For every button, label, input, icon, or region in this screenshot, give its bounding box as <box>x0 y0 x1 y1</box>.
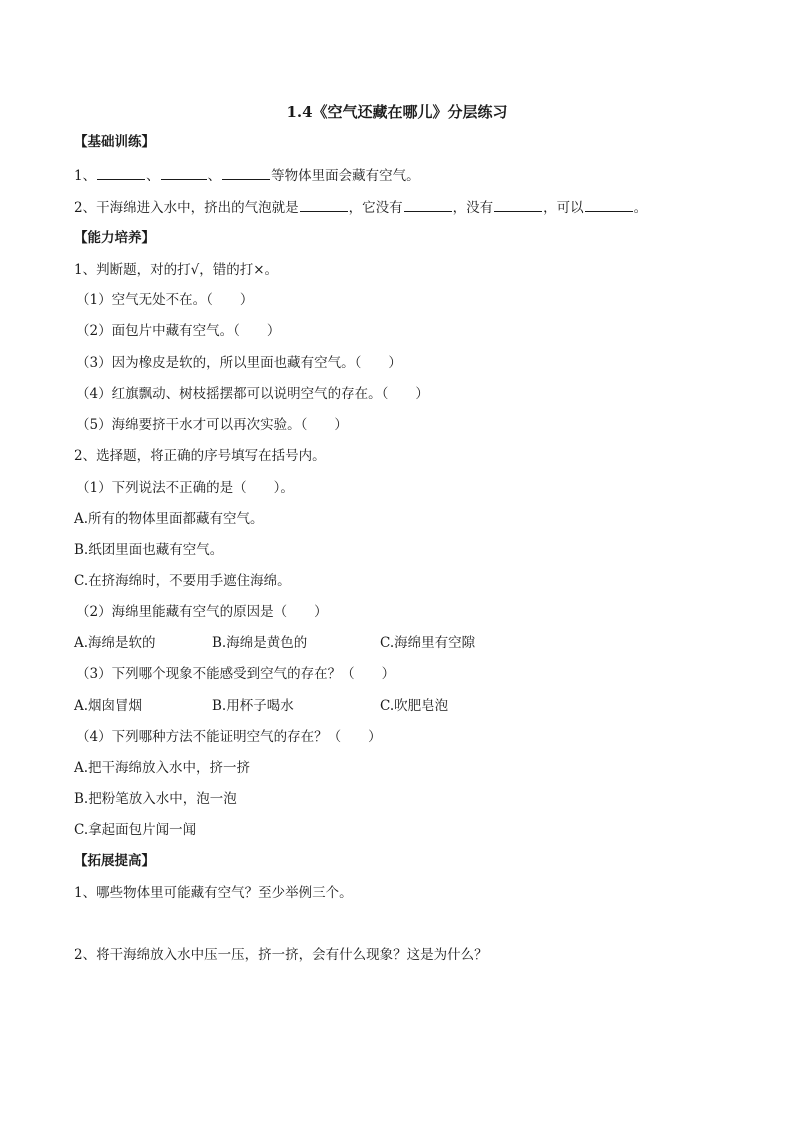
basic-q2-text: ，没有 <box>452 200 494 216</box>
fill-blank[interactable] <box>222 166 270 180</box>
choice-option: B.用杯子喝水 <box>212 698 294 714</box>
basic-q2-text: ，它没有 <box>348 200 403 216</box>
choice-option: C.拿起面包片闻一闻 <box>74 822 197 838</box>
judge-item: （1）空气无处不在。（ ） <box>76 292 254 308</box>
judge-item: （3）因为橡皮是软的，所以里面也藏有空气。（ ） <box>76 355 402 371</box>
choice-option: A.把干海绵放入水中，挤一挤 <box>74 760 251 776</box>
fill-blank[interactable] <box>494 198 542 212</box>
choice-option: B.纸团里面也藏有空气。 <box>74 542 224 558</box>
page-title: 1.4《空气还藏在哪儿》分层练习 <box>286 103 508 121</box>
basic-q2-prefix: 2、干海绵进入水中，挤出的气泡就是 <box>74 200 299 216</box>
choice-option: A.海绵是软的 <box>74 635 156 651</box>
choice-heading: 2、选择题，将正确的序号填写在括号内。 <box>74 448 326 464</box>
choice-option: C.吹肥皂泡 <box>380 698 449 714</box>
choice-option: A.烟囱冒烟 <box>74 698 143 714</box>
fill-blank[interactable] <box>404 198 452 212</box>
basic-q1-prefix: 1、 <box>74 168 97 184</box>
judge-item: （2）面包片中藏有空气。（ ） <box>76 323 281 339</box>
choice-question-2: （2）海绵里能藏有空气的原因是（ ） <box>76 604 328 620</box>
judge-heading: 1、判断题，对的打√，错的打×。 <box>74 262 279 278</box>
fill-blank[interactable] <box>97 166 145 180</box>
fill-blank[interactable] <box>585 198 633 212</box>
choice-option: A.所有的物体里面都藏有空气。 <box>74 511 264 527</box>
judge-item: （4）红旗飘动、树枝摇摆都可以说明空气的存在。（ ） <box>76 386 429 402</box>
section-ability-heading: 【能力培养】 <box>74 230 155 246</box>
fill-blank[interactable] <box>300 198 348 212</box>
section-basic-heading: 【基础训练】 <box>74 134 155 150</box>
section-extend-heading: 【拓展提高】 <box>74 853 155 869</box>
extend-question-1: 1、哪些物体里可能藏有空气？至少举例三个。 <box>74 885 353 901</box>
choice-question-1: （1）下列说法不正确的是（ ）。 <box>76 480 294 496</box>
basic-q1-sep: 、 <box>207 168 222 184</box>
choice-option: C.在挤海绵时，不要用手遮住海绵。 <box>74 573 291 589</box>
choice-question-4: （4）下列哪种方法不能证明空气的存在？（ ） <box>76 729 382 745</box>
basic-question-2 <box>74 198 647 217</box>
choice-option: B.海绵是黄色的 <box>212 635 308 651</box>
fill-blank[interactable] <box>161 166 207 180</box>
judge-item: （5）海绵要挤干水才可以再次实验。（ ） <box>76 417 348 433</box>
choice-question-3: （3）下列哪个现象不能感受到空气的存在？（ ） <box>76 666 396 682</box>
basic-q2-end: 。 <box>633 200 648 216</box>
choice-option: B.把粉笔放入水中，泡一泡 <box>74 791 237 807</box>
basic-question-1 <box>74 166 420 185</box>
extend-question-2: 2、将干海绵放入水中压一压，挤一挤，会有什么现象？这是为什么？ <box>74 947 488 963</box>
basic-q2-text: ，可以 <box>543 200 584 216</box>
basic-q1-sep: 、 <box>146 168 160 184</box>
choice-option: C.海绵里有空隙 <box>380 635 476 651</box>
basic-q1-suffix: 等物体里面会藏有空气。 <box>271 168 420 184</box>
